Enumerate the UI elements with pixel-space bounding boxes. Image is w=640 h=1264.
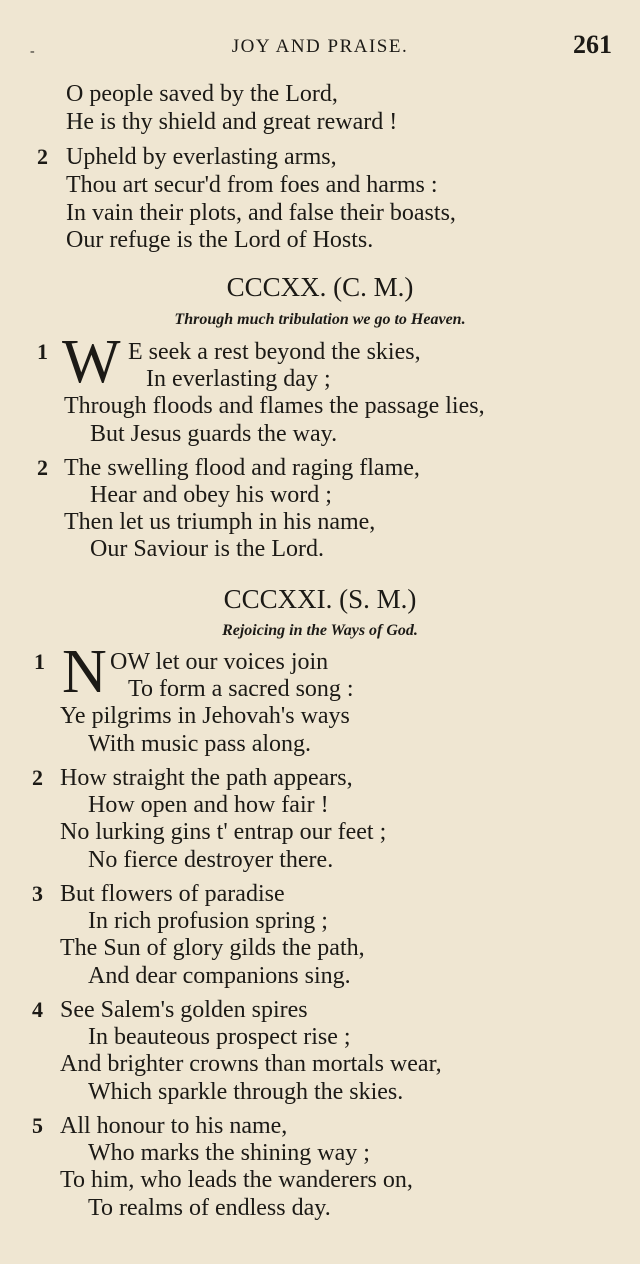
verse-line: How straight the path appears, bbox=[60, 765, 353, 791]
verse-number: 5 bbox=[32, 1113, 43, 1138]
verse-line: And brighter crowns than mortals wear, bbox=[60, 1051, 442, 1077]
verse-line: Our refuge is the Lord of Hosts. bbox=[66, 227, 374, 253]
verse-line: In beauteous prospect rise ; bbox=[88, 1024, 351, 1050]
page-header bbox=[0, 30, 640, 70]
hymn-subtitle: Rejoicing in the Ways of God. bbox=[222, 622, 418, 639]
verse-line: To form a sacred song : bbox=[128, 676, 354, 702]
verse-line: He is thy shield and great reward ! bbox=[66, 109, 398, 135]
hymn-subtitle: Through much tribulation we go to Heaven. bbox=[174, 311, 466, 328]
verse-line: To realms of endless day. bbox=[88, 1195, 331, 1221]
verse-line: See Salem's golden spires bbox=[60, 997, 308, 1023]
verse-number: 1 bbox=[34, 649, 45, 674]
verse-number: 1 bbox=[37, 339, 48, 364]
verse-line: No lurking gins t' entrap our feet ; bbox=[60, 819, 387, 845]
hymn-title: CCCXXI. (S. M.) bbox=[223, 584, 417, 614]
verse-line: Upheld by everlasting arms, bbox=[66, 144, 337, 170]
verse-line: Hear and obey his word ; bbox=[90, 482, 332, 508]
verse-number: 2 bbox=[37, 144, 48, 169]
verse-line: The swelling flood and raging flame, bbox=[64, 455, 420, 481]
verse-line: How open and how fair ! bbox=[88, 792, 329, 818]
verse-line: And dear companions sing. bbox=[88, 963, 351, 989]
verse-line: E seek a rest beyond the skies, bbox=[128, 339, 421, 365]
verse-line: Through floods and flames the passage lies, bbox=[64, 393, 485, 419]
verse-line: In rich profusion spring ; bbox=[88, 908, 328, 934]
verse-line: Which sparkle through the skies. bbox=[88, 1079, 404, 1105]
header-mark: - bbox=[30, 44, 35, 59]
drop-cap: W bbox=[62, 328, 121, 396]
verse-number: 3 bbox=[32, 881, 43, 906]
verse-line: The Sun of glory gilds the path, bbox=[60, 935, 365, 961]
hymn-title: CCCXX. (C. M.) bbox=[226, 272, 414, 302]
verse-line: O people saved by the Lord, bbox=[66, 81, 338, 107]
verse-line: Who marks the shining way ; bbox=[88, 1140, 370, 1166]
verse-line: To him, who leads the wanderers on, bbox=[60, 1167, 413, 1193]
verse-line: Thou art secur'd from foes and harms : bbox=[66, 172, 438, 198]
verse-line: All honour to his name, bbox=[60, 1113, 288, 1139]
drop-cap: N bbox=[62, 638, 107, 706]
verse-number: 4 bbox=[32, 997, 43, 1022]
verse-line: OW let our voices join bbox=[110, 649, 329, 675]
verse-line: Our Saviour is the Lord. bbox=[90, 536, 324, 562]
verse-line: But Jesus guards the way. bbox=[90, 421, 338, 447]
verse-line: Then let us triumph in his name, bbox=[64, 509, 376, 535]
verse-number: 2 bbox=[37, 455, 48, 480]
verse-number: 2 bbox=[32, 765, 43, 790]
running-title: JOY AND PRAISE. bbox=[231, 36, 409, 57]
verse-line: With music pass along. bbox=[88, 731, 312, 757]
verse-line: But flowers of paradise bbox=[60, 881, 285, 907]
verse-line: Ye pilgrims in Jehovah's ways bbox=[60, 703, 350, 729]
verse-line: No fierce destroyer there. bbox=[88, 847, 334, 873]
verse-line: In everlasting day ; bbox=[146, 366, 331, 392]
verse-line: In vain their plots, and false their boasts, bbox=[66, 200, 456, 226]
page-number: 261 bbox=[573, 30, 612, 59]
